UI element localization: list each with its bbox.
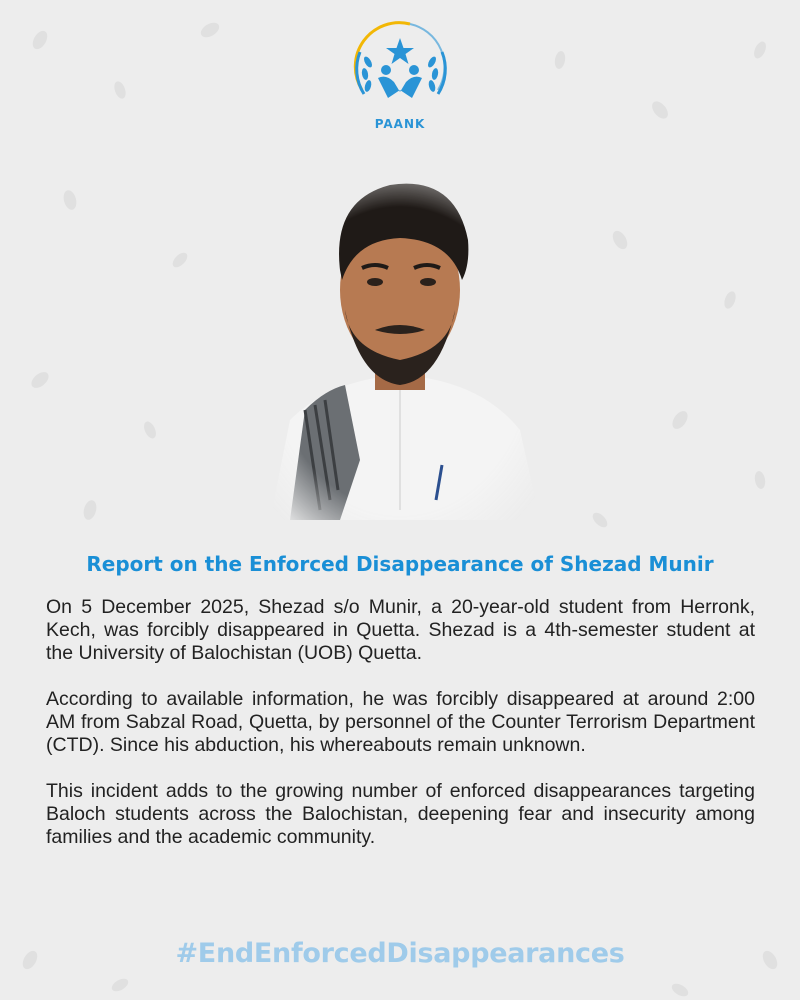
report-body [46,596,755,872]
man-portrait-icon [270,184,540,520]
report-paragraph-1: On 5 December 2025, Shezad s/o Munir, a 20-year-old student from Herronk, Kech, was forcibly disappeared in Quetta. Shezad is a 4th-semester student at the University of Balochistan (UOB) Quetta. [46,596,755,664]
report-paragraph-3: This incident adds to the growing number of enforced disappearances targeting Baloch students across the Balochistan, deepening fear and insecurity among families and the academic community. [46,780,755,848]
report-paragraph-2: According to available information, he was forcibly disappeared at around 2:00 AM from Sabzal Road, Quetta, by personnel of the Counter Terrorism Department (CTD). Since his abduction, his whereabouts remain unknown. [46,688,755,756]
hashtag: #EndEnforcedDisappearances [175,938,625,969]
logo-text: PAANK [374,117,426,131]
star-people-wreath-logo-icon [340,12,460,117]
portrait-photo [250,160,550,520]
paank-logo [340,12,460,134]
report-title: Report on the Enforced Disappearance of Shezad Munir [86,552,714,576]
